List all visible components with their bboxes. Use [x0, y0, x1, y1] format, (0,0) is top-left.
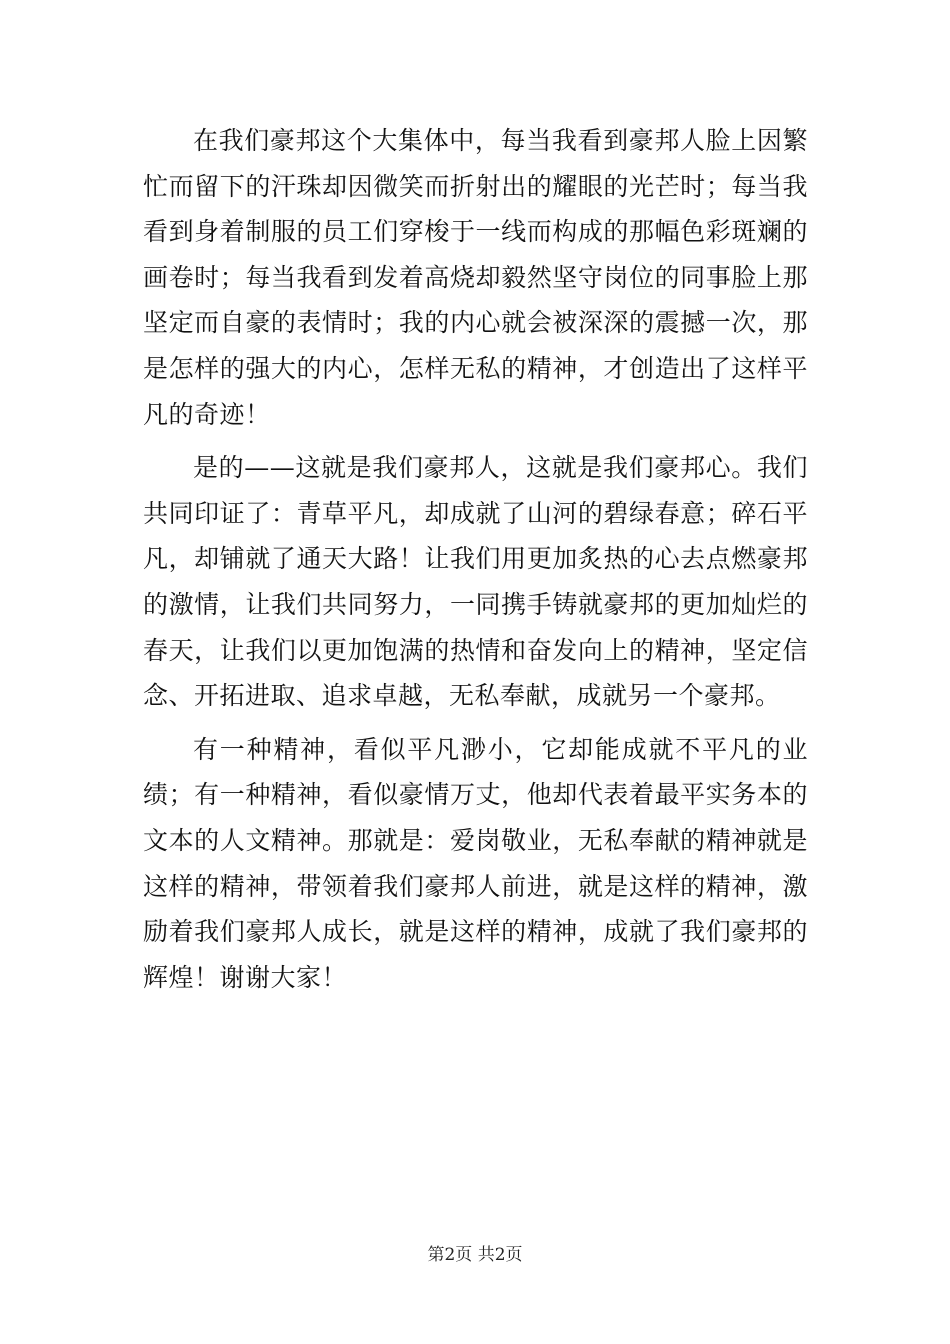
- page-number-footer: 第2页 共2页: [427, 1245, 523, 1265]
- paragraph-3: 有一种精神，看似平凡渺小，它却能成就不平凡的业绩；有一种精神，看似豪情万丈，他却代表着最平实务本的文本的人文精神。那就是：爱岗敬业，无私奉献的精神就是这样的精神，带领着我们豪邦人前进，就是这样的精神，激励着我们豪邦人成长，就是这样的精神，成就了我们豪邦的辉煌！谢谢大家！: [143, 734, 808, 992]
- paragraph-1: 在我们豪邦这个大集体中，每当我看到豪邦人脸上因繁忙而留下的汗珠却因微笑而折射出的耀眼的光芒时；每当我看到身着制服的员工们穿梭于一线而构成的那幅色彩斑斓的画卷时；每当我看到发着高烧却毅然坚守岗位的同事脸上那坚定而自豪的表情时；我的内心就会被深深的震撼一次，那是怎样的强大的内心，怎样无私的精神，才创造出了这样平凡的奇迹！: [143, 126, 808, 429]
- document-body: [143, 118, 808, 1008]
- paragraph-2: 是的——这就是我们豪邦人，这就是我们豪邦心。我们共同印证了：青草平凡，却成就了山河的碧绿春意；碎石平凡，却铺就了通天大路！让我们用更加炙热的心去点燃豪邦的激情，让我们共同努力，一同携手铸就豪邦的更加灿烂的春天，让我们以更加饱满的热情和奋发向上的精神，坚定信念、开拓进取、追求卓越，无私奉献，成就另一个豪邦。: [143, 453, 808, 711]
